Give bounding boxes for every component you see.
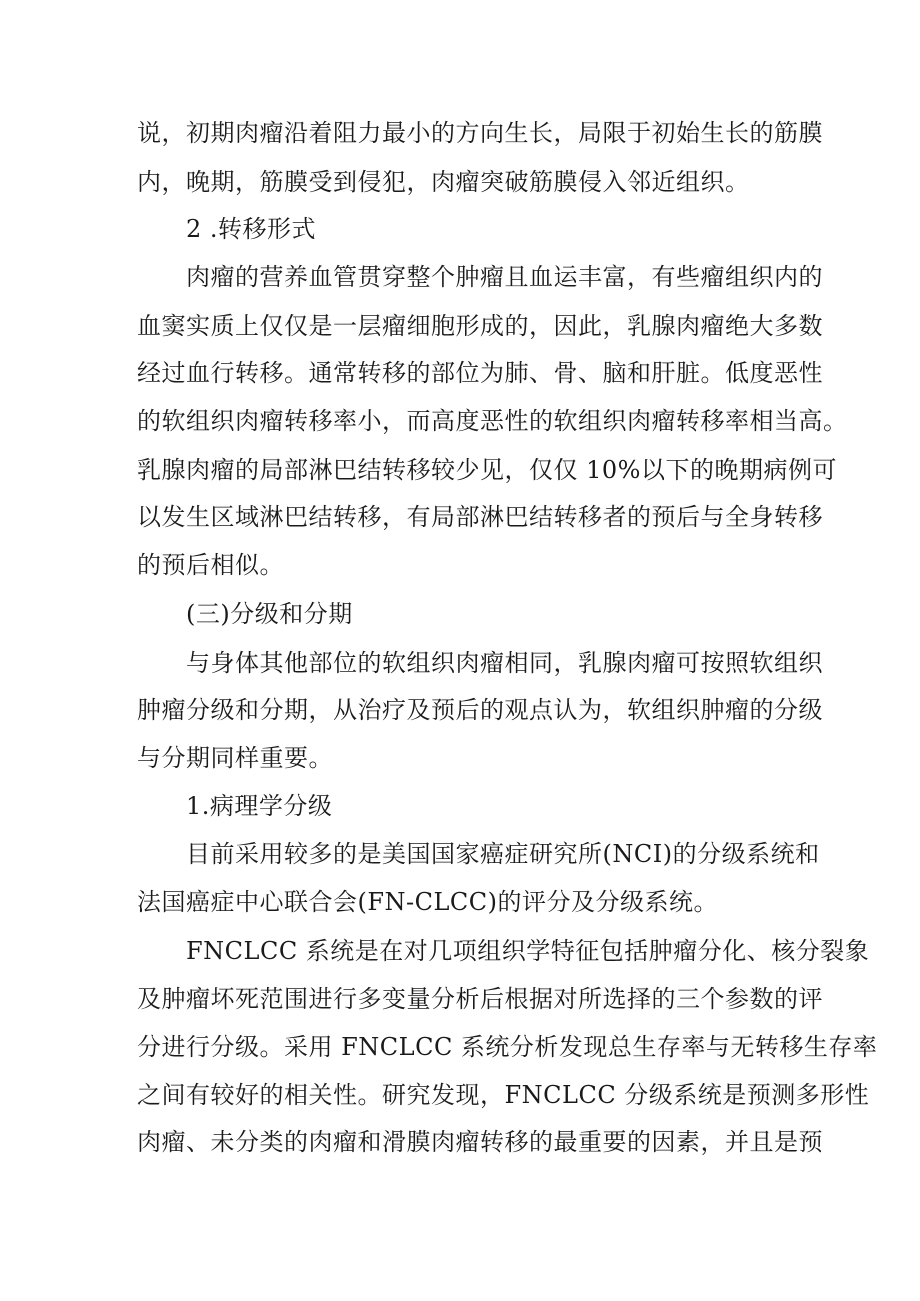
text-line: 血窦实质上仅仅是一层瘤细胞形成的，因此，乳腺肉瘤绝大多数: [137, 312, 823, 340]
text-line: 及肿瘤坏死范围进行多变量分析后根据对所选择的三个参数的评: [137, 985, 823, 1013]
text-line: 法国癌症中心联合会(FN-CLCC)的评分及分级系统。: [137, 888, 719, 916]
text-line: 肿瘤分级和分期，从治疗及预后的观点认为，软组织肿瘤的分级: [137, 696, 823, 724]
text-line: 乳腺肉瘤的局部淋巴结转移较少见，仅仅 10%以下的晚期病例可: [137, 456, 837, 484]
text-line: 的预后相似。: [137, 551, 284, 579]
text-line: 之间有较好的相关性。研究发现，FNCLCC 分级系统是预测多形性: [137, 1081, 870, 1109]
text-line: FNCLCC 系统是在对几项组织学特征包括肿瘤分化、核分裂象: [186, 937, 870, 965]
text-line: 内，晚期，筋膜受到侵犯，肉瘤突破筋膜侵入邻近组织。: [137, 168, 750, 196]
text-line: 肉瘤、未分类的肉瘤和滑膜肉瘤转移的最重要的因素，并且是预: [137, 1128, 823, 1156]
text-line: 与分期同样重要。: [137, 744, 333, 772]
text-line: 的软组织肉瘤转移率小，而高度恶性的软组织肉瘤转移率相当高。: [137, 407, 848, 435]
text-line: 与身体其他部位的软组织肉瘤相同，乳腺肉瘤可按照软组织: [186, 649, 823, 677]
section-heading: (三)分级和分期: [186, 600, 353, 628]
section-heading: 2 .转移形式: [186, 215, 317, 243]
text-line: 说，初期肉瘤沿着阻力最小的方向生长，局限于初始生长的筋膜: [137, 119, 823, 147]
text-line: 肉瘤的营养血管贯穿整个肿瘤且血运丰富，有些瘤组织内的: [186, 263, 823, 291]
text-line: 以发生区域淋巴结转移，有局部淋巴结转移者的预后与全身转移: [137, 503, 823, 531]
text-line: 目前采用较多的是美国国家癌症研究所(NCI)的分级系统和: [186, 840, 820, 868]
text-line: 经过血行转移。通常转移的部位为肺、骨、脑和肝脏。低度恶性: [137, 359, 823, 387]
text-line: 分进行分级。采用 FNCLCC 系统分析发现总生存率与无转移生存率: [137, 1033, 878, 1061]
section-heading: 1.病理学分级: [186, 792, 333, 820]
